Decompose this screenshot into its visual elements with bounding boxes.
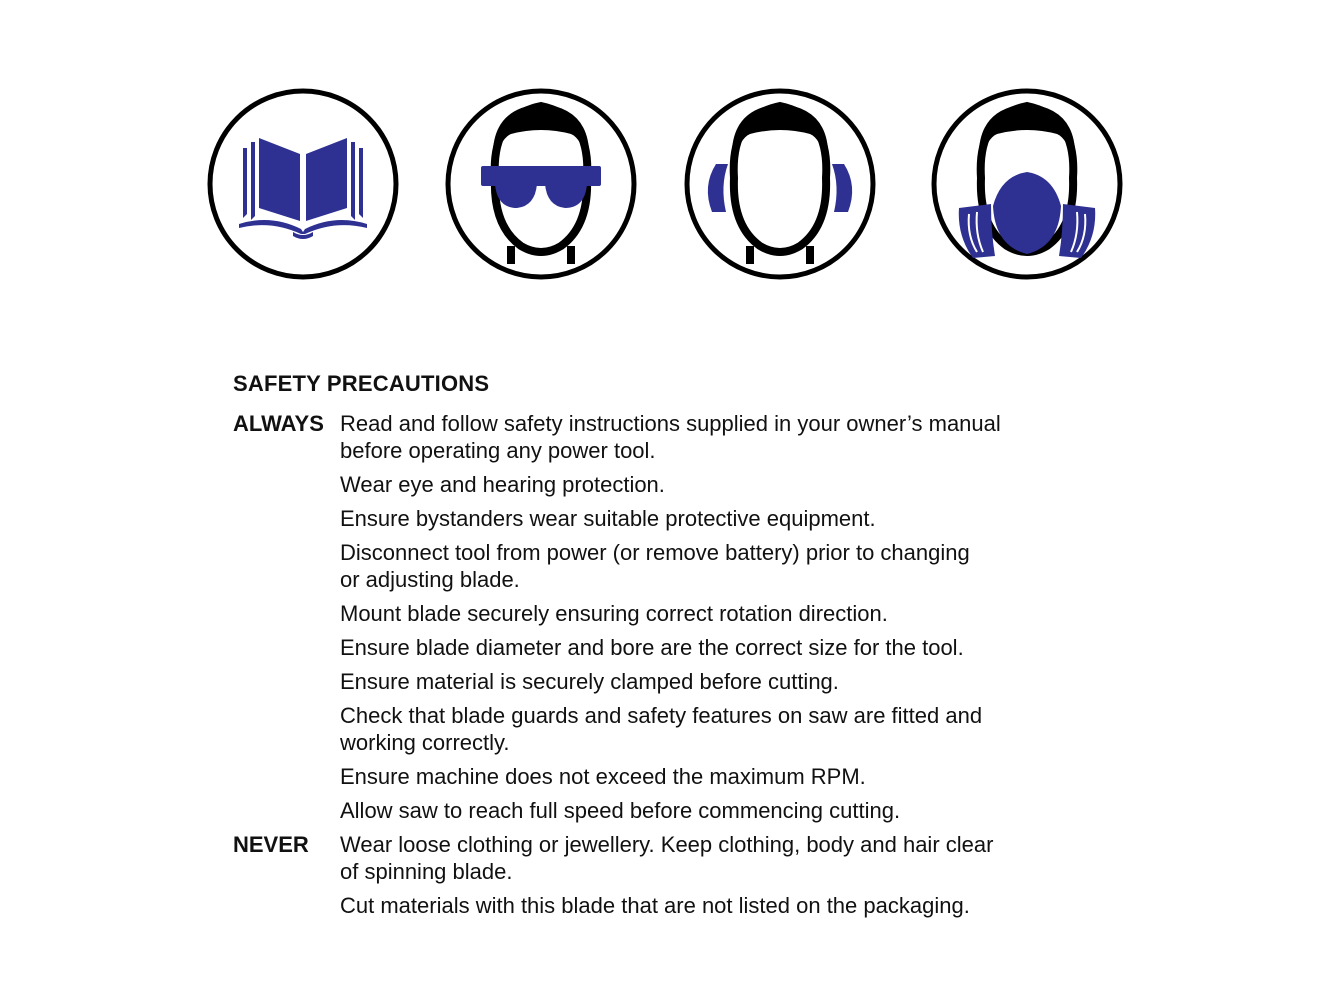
list-item: Disconnect tool from power (or remove battery) prior to changing or adjusting blade. [340,540,970,592]
safety-precautions [233,370,1093,926]
respirator-icon [929,86,1125,282]
never-label: NEVER [233,832,309,857]
list-item: Wear loose clothing or jewellery. Keep clothing, body and hair clear of spinning blade. [340,832,994,884]
eye-protection-icon [443,86,639,282]
list-item: Mount blade securely ensuring correct rotation direction. [340,601,888,626]
list-item: Check that blade guards and safety features on saw are fitted and working correctly. [340,703,983,755]
hearing-protection-icon [682,86,878,282]
never-list [340,831,1093,926]
always-section [233,410,1093,831]
always-label: ALWAYS [233,411,324,436]
list-item: Cut materials with this blade that are not listed on the packaging. [340,893,970,918]
heading: SAFETY PRECAUTIONS [233,371,490,396]
list-item: Wear eye and hearing protection. [340,472,665,497]
always-list [340,410,1093,831]
read-manual-icon [205,86,401,282]
list-item: Ensure machine does not exceed the maximum RPM. [340,764,866,789]
list-item: Ensure blade diameter and bore are the correct size for the tool. [340,635,964,660]
list-item: Allow saw to reach full speed before commencing cutting. [340,798,901,823]
list-item: Ensure bystanders wear suitable protective equipment. [340,506,876,531]
list-item: Ensure material is securely clamped before cutting. [340,669,839,694]
list-item: Read and follow safety instructions supplied in your owner’s manual before operating any power tool. [340,411,1001,463]
safety-icon-row [205,86,1130,286]
never-section [233,831,1093,926]
